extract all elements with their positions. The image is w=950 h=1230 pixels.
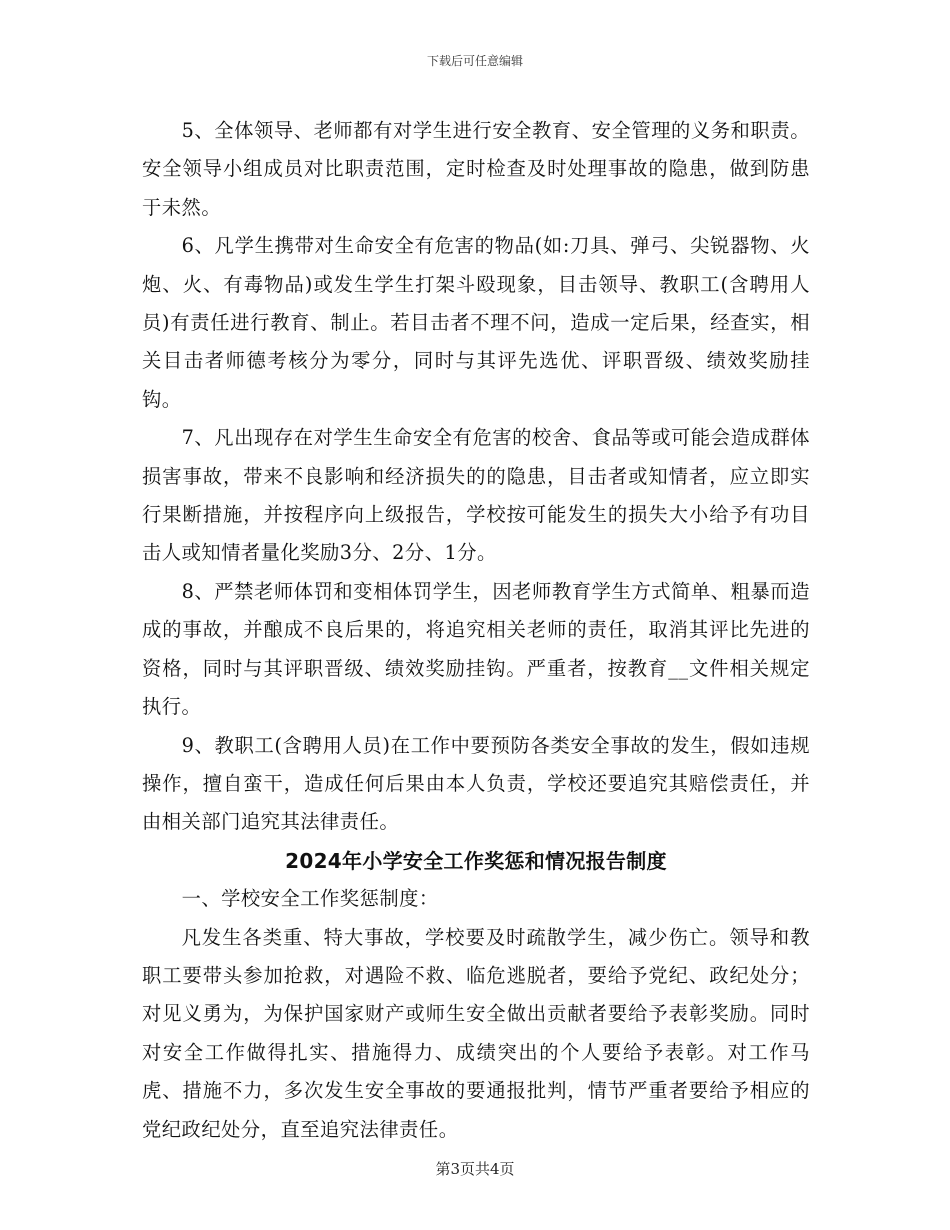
paragraph-item-5: 5、全体领导、老师都有对学生进行安全教育、安全管理的义务和职责。安全领导小组成员对比职责范围，定时检查及时处理事故的隐患，做到防患于未然。: [142, 119, 810, 219]
paragraph-item-9: 9、教职工(含聘用人员)在工作中要预防各类安全事故的发生，假如违规操作，擅自蛮干，造成任何后果由本人负责，学校还要追究其赔偿责任，并由相关部门追究其法律责任。: [142, 733, 810, 834]
paragraph-rewards: 凡发生各类重、特大事故，学校要及时疏散学生，减少伤亡。领导和教职工要带头参加抢救，对遇险不救、临危逃脱者，要给予党纪、政纪处分；对见义勇为，为保护国家财产或师生安全做出贡献者要给予表彰奖励。同时对安全工作做得扎实、措施得力、成绩突出的个人要给予表彰。对工作马虎、措施不力，多次发生安全事故的要通报批判，情节严重者要给予相应的党纪政纪处分，直至追究法律责任。: [142, 925, 810, 1141]
page-indicator: 第3页共4页: [435, 1160, 515, 1178]
paragraph-item-6: 6、凡学生携带对生命安全有危害的物品(如:刀具、弹弓、尖锐器物、火炮、火、有毒物品)或发生学生打架斗殴现象，目击领导、教职工(含聘用人员)有责任进行教育、制止。若目击者不理不问，造成一定后果，经查实，相关目击者师德考核分为零分，同时与其评先选优、评职晋级、绩效奖励挂钩。: [142, 234, 810, 411]
paragraph-item-7: 7、凡出现存在对学生生命安全有危害的校舍、食品等或可能会造成群体损害事故，带来不良影响和经济损失的的隐患，目击者或知情者，应立即实行果断措施，并按程序向上级报告，学校按可能发生的损失大小给予有功目击人或知情者量化奖励3分、2分、1分。: [142, 426, 810, 565]
sub-heading: 一、学校安全工作奖惩制度：: [181, 887, 439, 911]
paragraph-item-8: 8、严禁老师体罚和变相体罚学生，因老师教育学生方式简单、粗暴而造成的事故，并酿成不良后果的，将追究相关老师的责任，取消其评比先进的资格，同时与其评职晋级、绩效奖励挂钩。严重者，按教育__文件相关规定执行。: [142, 579, 810, 719]
header-note: 下载后可任意编辑: [426, 54, 523, 68]
document-body: [142, 112, 810, 1149]
section-title: 2024年小学安全工作奖惩和情况报告制度: [285, 848, 667, 873]
